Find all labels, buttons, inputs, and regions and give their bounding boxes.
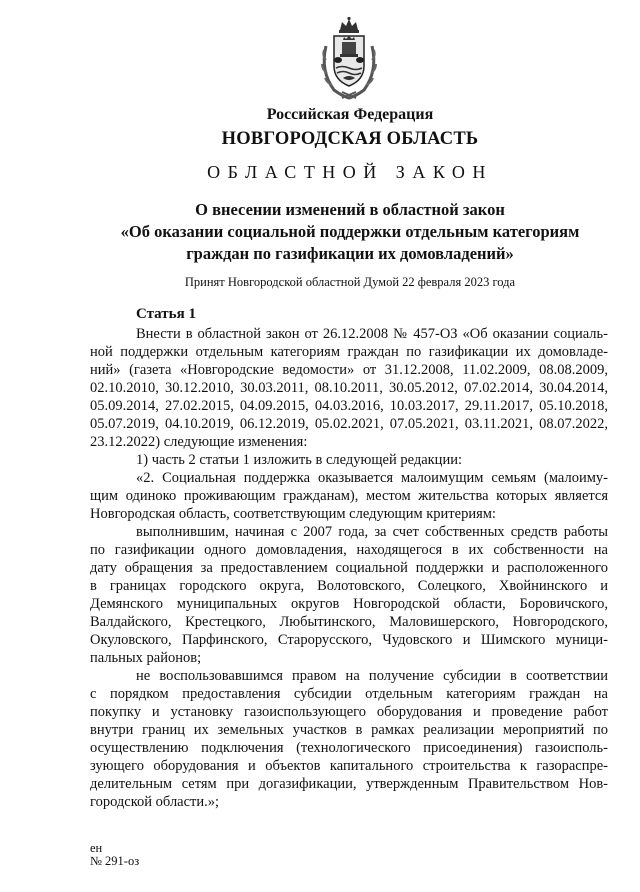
title-line: О внесении изменений в областной закон	[195, 200, 505, 219]
body-line: Демянского муниципальных округов Новгородской области, Боровичского,	[90, 596, 608, 612]
footer-initials: ен	[90, 841, 103, 855]
federation-label: Российская Федерация	[266, 106, 434, 123]
law-type-label: ОБЛАСТНОЙ ЗАКОН	[207, 162, 493, 182]
body-line: дату обращения за предоставлением социальной поддержки и расположенного	[90, 560, 608, 576]
body-line: не воспользовавшимся правом на получение субсидии в соответствии	[136, 668, 608, 684]
body-line: Новгородская область, соответствующим следующим критериям:	[90, 506, 496, 522]
body-line: Валдайского, Крестецкого, Любытинского, Маловишерского, Новгородского,	[90, 614, 608, 630]
title-line: граждан по газификации их домовладений»	[186, 244, 514, 263]
article-heading: Статья 1	[136, 306, 196, 322]
body-line: выполнившим, начиная с 2007 года, за счет собственных средств работы	[136, 524, 608, 540]
body-line: «2. Социальная поддержка оказывается малоимущим семьям (малоиму-	[136, 470, 608, 486]
body-line: 1) часть 2 статьи 1 изложить в следующей редакции:	[136, 452, 462, 468]
body-line: по газификации одного домовладения, находящегося в их собственности на	[90, 542, 608, 558]
document-footer	[90, 842, 139, 868]
coat-of-arms-icon	[316, 16, 382, 100]
adoption-note: Принят Новгородской областной Думой 22 февраля 2023 года	[184, 275, 516, 289]
body-line: осуществлению подключения (технологического присоединения) газоисполь-	[90, 740, 608, 756]
body-line: ний» (газета «Новгородские ведомости» от 31.12.2008, 11.02.2009, 08.08.2009,	[90, 362, 608, 378]
body-line: покупку и установку газоиспользующего оборудования и проведение работ	[90, 704, 608, 720]
body-line: 02.10.2010, 30.12.2010, 30.03.2011, 08.10.2011, 30.05.2012, 07.02.2014, 30.04.2014,	[90, 380, 608, 396]
body-line: зующего оборудования и объектов капитального строительства к газорaспре-	[90, 758, 608, 774]
footer-number: № 291-оз	[90, 854, 140, 868]
article-body	[90, 325, 608, 811]
body-line: 05.09.2014, 27.02.2015, 04.09.2015, 04.03.2016, 10.03.2017, 29.11.2017, 05.10.2018,	[90, 398, 608, 414]
body-line: делительным сетям при догазификации, утвержденным Правительством Нов-	[90, 776, 608, 792]
body-line: ной поддержки отдельным категориям граждан по газификации их домовладе-	[90, 344, 608, 360]
body-line: щим одиноко проживающим гражданам), местом жительства которых является	[90, 488, 608, 504]
body-line: 05.07.2019, 04.10.2019, 06.12.2019, 05.02.2021, 07.05.2021, 03.11.2021, 08.07.2022,	[90, 416, 608, 432]
document-title	[0, 199, 640, 265]
body-line: Внести в областной закон от 26.12.2008 № 457-ОЗ «Об оказании социаль-	[136, 326, 608, 342]
body-line: с порядком предоставления субсидии отдельным категориям граждан на	[90, 686, 608, 702]
body-line: городской области.»;	[90, 794, 220, 810]
body-line: пальных районов;	[90, 650, 202, 666]
body-line: 23.12.2022) следующие изменения:	[90, 434, 308, 450]
body-line: Окуловского, Парфинского, Старорусского, Чудовского и Шимского муници-	[90, 632, 608, 648]
region-label: НОВГОРОДСКАЯ ОБЛАСТЬ	[221, 129, 479, 149]
body-line: в границах городского округа, Волотовского, Солецкого, Хвойнинского и	[90, 578, 608, 594]
title-line: «Об оказании социальной поддержки отдельным категориям	[120, 222, 580, 241]
body-line: внутри границ их земельных участков в рамках реализации мероприятий по	[90, 722, 608, 738]
